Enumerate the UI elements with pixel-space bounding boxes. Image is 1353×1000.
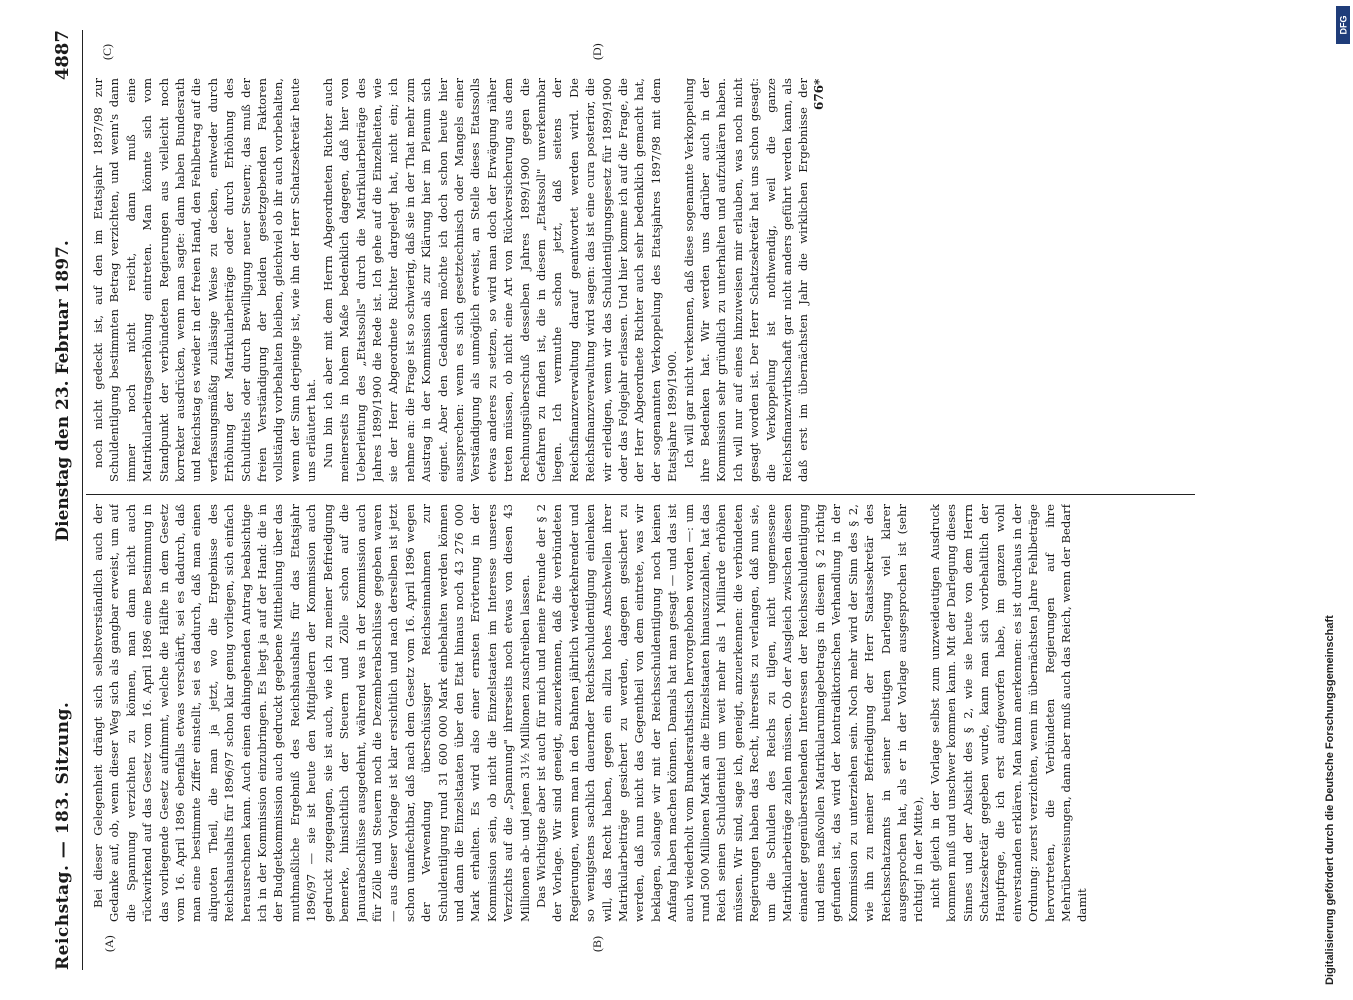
column-divider [86, 494, 1195, 495]
signature-number: 676* [812, 78, 826, 110]
page-number: 4887 [52, 30, 73, 81]
page-header [52, 30, 78, 970]
credit-text: Digitalisierung gefördert durch die Deutsche Forschungsgemeinschaft [1324, 615, 1336, 985]
right-paragraph-3: Ich will gar nicht verkennen, daß diese sogenannte Verkoppelung ihre Bedenken hat. Wir werden uns darüber auch in der Kommission sehr gründlich zu unterhalten und aufzuklären haben. Ich will nur auf eines hinzuweisen mir erlauben, was noch nicht gesagt worden ist. Der Herr Schatzsekretär hat uns schon gesagt: die Verkoppelung ist nothwendig, weil die ganze Reichsfinanzwirthschaft gar nicht anders geführt werden kann, als daß erst im übernächsten Jahr die wirklichen Ergebnisse der [681, 78, 810, 482]
margin-marker-c: (C) [100, 44, 114, 60]
header-date: Dienstag den 23. Februar 1897. [53, 240, 73, 542]
dfg-logo: DFG [1336, 6, 1350, 44]
digitization-credit [1312, 0, 1353, 1000]
margin-marker-d: (D) [590, 43, 604, 60]
header-rule [82, 30, 83, 970]
margin-marker-a: (A) [102, 935, 116, 952]
left-paragraph-2: Das Wichtigste aber ist auch für mich und meine Freunde der § 2 der Vorlage. Wir sind geneigt, anzuerkennen, daß die verbündeten Regierungen, wenn man in den Bahnen jährlich wiederkehrender und so wenigstens sachlich dauernder Reichsschuldentilgung einlenken will, das Recht haben, gegen ein allzu hohes Anschwellen ihrer Matrikularbeiträge gesichert zu werden, dagegen gesichert zu werden, daß nun nicht das Gegentheil von dem eintrete, was wir beklagen, solange wir mit der Reichsschuldentilgung noch keinen Anfang haben machen können. Damals hat man gesagt — und das ist auch wiederholt vom Bundesrathstisch hervorgehoben worden —: um rund 500 Millionen Mark an die Einzelstaaten hinauszuzahlen, hat das Reich seinen Schuldentitel um weit mehr als 1 Milliarde erhöhen müssen. Wir sind, sage ich, geneigt, anzuerkennen: die verbündeten Regierungen haben das Recht, ihrerseits zu verlangen, daß nun sie, um die Schulden des Reichs zu tilgen, nicht ungemessene Matrikularbeiträge zahlen müssen. Ob der Ausgleich zwischen diesen einander gegenüberstehenden Interessen der Reichsschuldentilgung und eines maßvollen Matrikularumlagebetrags in diesem § 2 richtig gefunden ist, das wird der kontradiktorischen Verhandlung in der Kommission zu unterziehen sein. Noch mehr wird der Sinn des § 2, wie ihn zu meiner Befriedigung der Herr Staatssekretär des Reichsschatzamts in seiner heutigen Darlegung viel klarer ausgesprochen hat, als er in der Vorlage ausgesprochen ist (sehr richtig! in der Mitte), [533, 504, 926, 922]
left-column [90, 504, 1260, 922]
right-column [90, 78, 810, 482]
left-paragraph-1: Bei dieser Gelegenheit drängt sich selbstverständlich auch der Gedanke auf, ob, wenn dieser Weg sich als gangbar erweist, um auf die Spannung verzichten zu können, man dann nicht auch rückwirkend auf das Gesetz vom 16. April 1896 eine Bestimmung in das vorliegende Gesetz aufnimmt, welche die Hälfte in dem Gesetz vom 16. April 1896 ebenfalls etwas verschärft, sei es dadurch, daß man eine bestimmte Ziffer einstellt, sei es dadurch, daß man einen aliquoten Theil, die man ja jetzt, wo die Ergebnisse des Reichshaushalts für 1896/97 schon klar genug vorliegen, sich einfach herausrechnen kann. Auch einen dahingehenden Antrag beabsichtige ich in der Kommission einzubringen. Es liegt ja auf der Hand: die in der Budgetkommission auch gedruckt gegebene Mittheilung über das muthmaßliche Ergebniß des Reichshaushalts für das Etatsjahr 1896/97 — sie ist heute den Mitgliedern der Kommission auch gedruckt zugegangen, sie ist auch, wie ich zu meiner Befriedigung bemerke, hinsichtlich der Steuern und Zölle schon auf die Januarabschlüsse ausgedehnt, während was in der Kommission auch für Zölle und Steuern noch die Dezemberabschlüsse gegeben waren — aus dieser Vorlage ist klar ersichtlich und nach derselben ist jetzt schon unanfechtbar, daß nach dem Gesetz vom 16. April 1896 wegen der Verwendung überschüssiger Reichseinnahmen zur Schuldentilgung rund 31 600 000 Mark einbehalten werden können und dann die Einzelstaaten über den Etat hinaus noch 43 276 000 Mark erhalten. Es wird also einer ernsten Erörterung in der Kommission sein, ob nicht die Einzelstaaten im Interesse unseres Verzichts auf die „Spannung" ihrerseits noch etwas von diesen 43 Millionen ab- und jenen 31½ Millionen zuschreiben lassen. [91, 504, 532, 922]
right-paragraph-2: Nun bin ich aber mit dem Herrn Abgeordneten Richter auch meinerseits in hohem Maße bedenklich dagegen, daß hier von Ueberleitung des „Etatssolls" durch die Matrikularbeiträge des Jahres 1899/1900 die Rede ist. Ich gehe auf die Einzelheiten, wie sie der Herr Abgeordnete Richter dargelegt hat, nicht ein; ich nehme an: die Frage ist so schwierig, daß sie in der That mehr zum Austrag in der Kommission als zur Klärung hier im Plenum sich eignet. Aber den Gedanken möchte ich doch schon heute hier aussprechen: wenn es sich gesetztechnisch oder Mangels einer Verständigung als unmöglich erweist, an Stelle dieses Etatssolls etwas anderes zu setzen, so wird man doch der Erwägung näher treten müssen, ob nicht eine Art von Rückversicherung aus dem Rechnungsüberschuß desselben Jahres 1899/1900 gegen die Gefahren zu finden ist, die in diesem „Etatssoll" unverkennbar liegen. Ich vermuthe schon jetzt, daß seitens der Reichsfinanzverwaltung darauf geantwortet werden wird. Die Reichsfinanzverwaltung wird sagen: das ist eine cura posterior, die wir erledigen, wenn wir das Schuldentilgungsgesetz für 1899/1900 oder das Folgejahr erlassen. Und hier komme ich auf die Frage, die der Herr Abgeordnete Richter auch sehr bedenklich gemacht hat, der sogenannten Verkoppelung des Etatsjahres 1897/98 mit dem Etatsjahre 1899/1900. [320, 78, 680, 482]
left-paragraph-3: nicht gleich in der Vorlage selbst zum unzweideutigen Ausdruck kommen muß und unschwer kommen kann. Mit der Darlegung dieses Sinnes und der Absicht des § 2, wie sie heute von dem Herrn Schatzsekretär gegeben wurde, kann man sich vorbehaltlich der Hauptfrage, die ich erst aufgeworfen habe, im ganzen wohl einverstanden erklären. Man kann anerkennen: es ist durchaus in der Ordnung: zuerst verzichten, wenn im übernächsten Jahre Fehlbeträge hervortreten, die Verbündeten Regierungen auf ihre Mehrüberweisungen, dann aber muß auch das Reich, wenn der Bedarf damit [927, 504, 1090, 922]
margin-marker-b: (B) [590, 936, 604, 952]
header-left: Reichstag. — 183. Sitzung. [53, 701, 73, 970]
right-paragraph-1: noch nicht gedeckt ist, auf den im Etatsjahr 1897/98 zur Schuldentilgung bestimmten Betrag verzichten, und wenn's dann immer noch nicht reicht, dann muß eine Matrikularbeitragserhöhung eintreten. Man könnte sich vom Standpunkt der verbündeten Regierungen aus vielleicht noch korrekter ausdrücken, wenn man sagte: dann haben Bundesrath und Reichstag es wieder in der freien Hand, den Fehlbetrag auf die verfassungsmäßig zulässige Weise zu decken, entweder durch Erhöhung der Matrikularbeiträge oder durch Erhöhung des Schuldtitels oder durch Bewilligung neuer Steuern; das muß der freien Verständigung der beiden gesetzgebenden Faktoren vollständig vorbehalten bleiben, gleichviel ob ihr auch vorbehalten, wenn der Sinn derjenige ist, wie ihn der Herr Schatzsekretär heute uns erläutert hat. [91, 78, 319, 482]
